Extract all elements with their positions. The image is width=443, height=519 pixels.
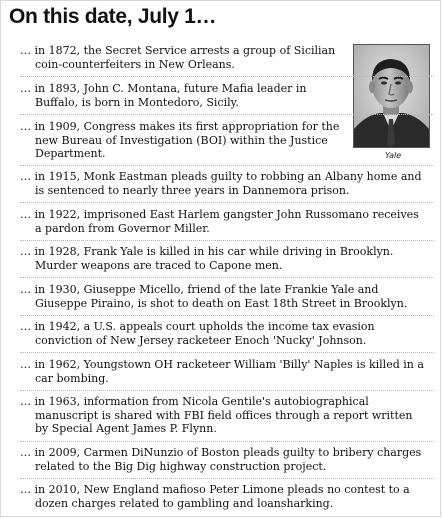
entry-line: Department. <box>35 147 106 160</box>
entry-line: … in 1893, John C. Montana, future Mafia leader in <box>20 82 307 95</box>
list-item <box>20 358 424 385</box>
entry-line: … in 2010, New England mafioso Peter Limone pleads no contest to a <box>20 483 410 496</box>
entry-line: … in 2009, Carmen DiNunzio of Boston pleads guilty to bribery charges <box>20 446 422 459</box>
divider <box>20 240 434 241</box>
entry-line: by Special Agent James P. Flynn. <box>35 422 217 435</box>
entry-line: … in 1922, imprisoned East Harlem gangster John Russomano receives <box>20 208 419 221</box>
divider <box>20 352 434 353</box>
entry-line: … in 1930, Giuseppe Micello, friend of the late Frankie Yale and <box>20 283 379 296</box>
entry-line: car bombing. <box>35 371 109 385</box>
entry-line: … in 1909, Congress makes its first appropriation for the <box>20 120 340 133</box>
portrait-image <box>354 45 429 147</box>
entry-line: manuscript is shared with FBI field offices through a report written <box>35 408 413 422</box>
entry-line: Giuseppe Piraino, is shot to death on East 18th Street in Brooklyn. <box>35 296 408 310</box>
entry-line: … in 1915, Monk Eastman pleads guilty to robbing an Albany home and <box>20 170 422 183</box>
list-item <box>20 283 407 310</box>
list-item <box>20 44 335 71</box>
list-item <box>20 320 375 347</box>
divider <box>20 202 434 203</box>
divider <box>20 76 434 77</box>
entry-line: a pardon from Governor Miller. <box>35 221 210 235</box>
divider <box>20 315 434 316</box>
entry-line: … in 1928, Frank Yale is killed in his car while driving in Brooklyn. <box>20 245 394 258</box>
list-item <box>20 483 410 510</box>
page-title: On this date, July 1… <box>9 5 217 28</box>
divider <box>20 277 434 278</box>
divider <box>20 114 434 115</box>
entry-line: related to the Big Dig highway construction project. <box>35 459 327 473</box>
entry-line: … in 1872, the Secret Service arrests a group of Sicilian <box>20 44 336 57</box>
entry-line: Murder weapons are traced to Capone men. <box>35 258 283 272</box>
list-item <box>20 245 393 272</box>
list-item <box>20 120 339 161</box>
divider <box>20 165 434 166</box>
entry-line: dozen charges related to gambling and loansharking. <box>35 496 334 510</box>
divider <box>20 390 434 391</box>
entry-line: new Bureau of Investigation (BOI) within the Justice <box>35 133 328 147</box>
list-item <box>20 208 419 235</box>
entry-line: is sentenced to nearly three years in Dannemora prison. <box>35 183 350 197</box>
list-item <box>20 170 422 197</box>
list-item <box>20 446 421 473</box>
entry-line: coin-counterfeiters in New Orleans. <box>35 57 235 71</box>
entry-line: Buffalo, is born in Montedoro, Sicily. <box>35 95 239 109</box>
entry-line: … in 1963, information from Nicola Gentile's autobiographical <box>20 395 369 408</box>
list-item <box>20 395 413 436</box>
divider <box>20 478 434 479</box>
divider <box>20 441 434 442</box>
list-item <box>20 82 307 109</box>
entry-line: conviction of New Jersey racketeer Enoch 'Nucky' Johnson. <box>35 333 367 347</box>
entry-line: … in 1962, Youngstown OH racketeer William 'Billy' Naples is killed in a <box>20 358 424 371</box>
portrait-caption: Yale <box>385 151 402 160</box>
portrait-photo <box>353 44 430 148</box>
entry-line: … in 1942, a U.S. appeals court upholds the income tax evasion <box>20 320 375 333</box>
